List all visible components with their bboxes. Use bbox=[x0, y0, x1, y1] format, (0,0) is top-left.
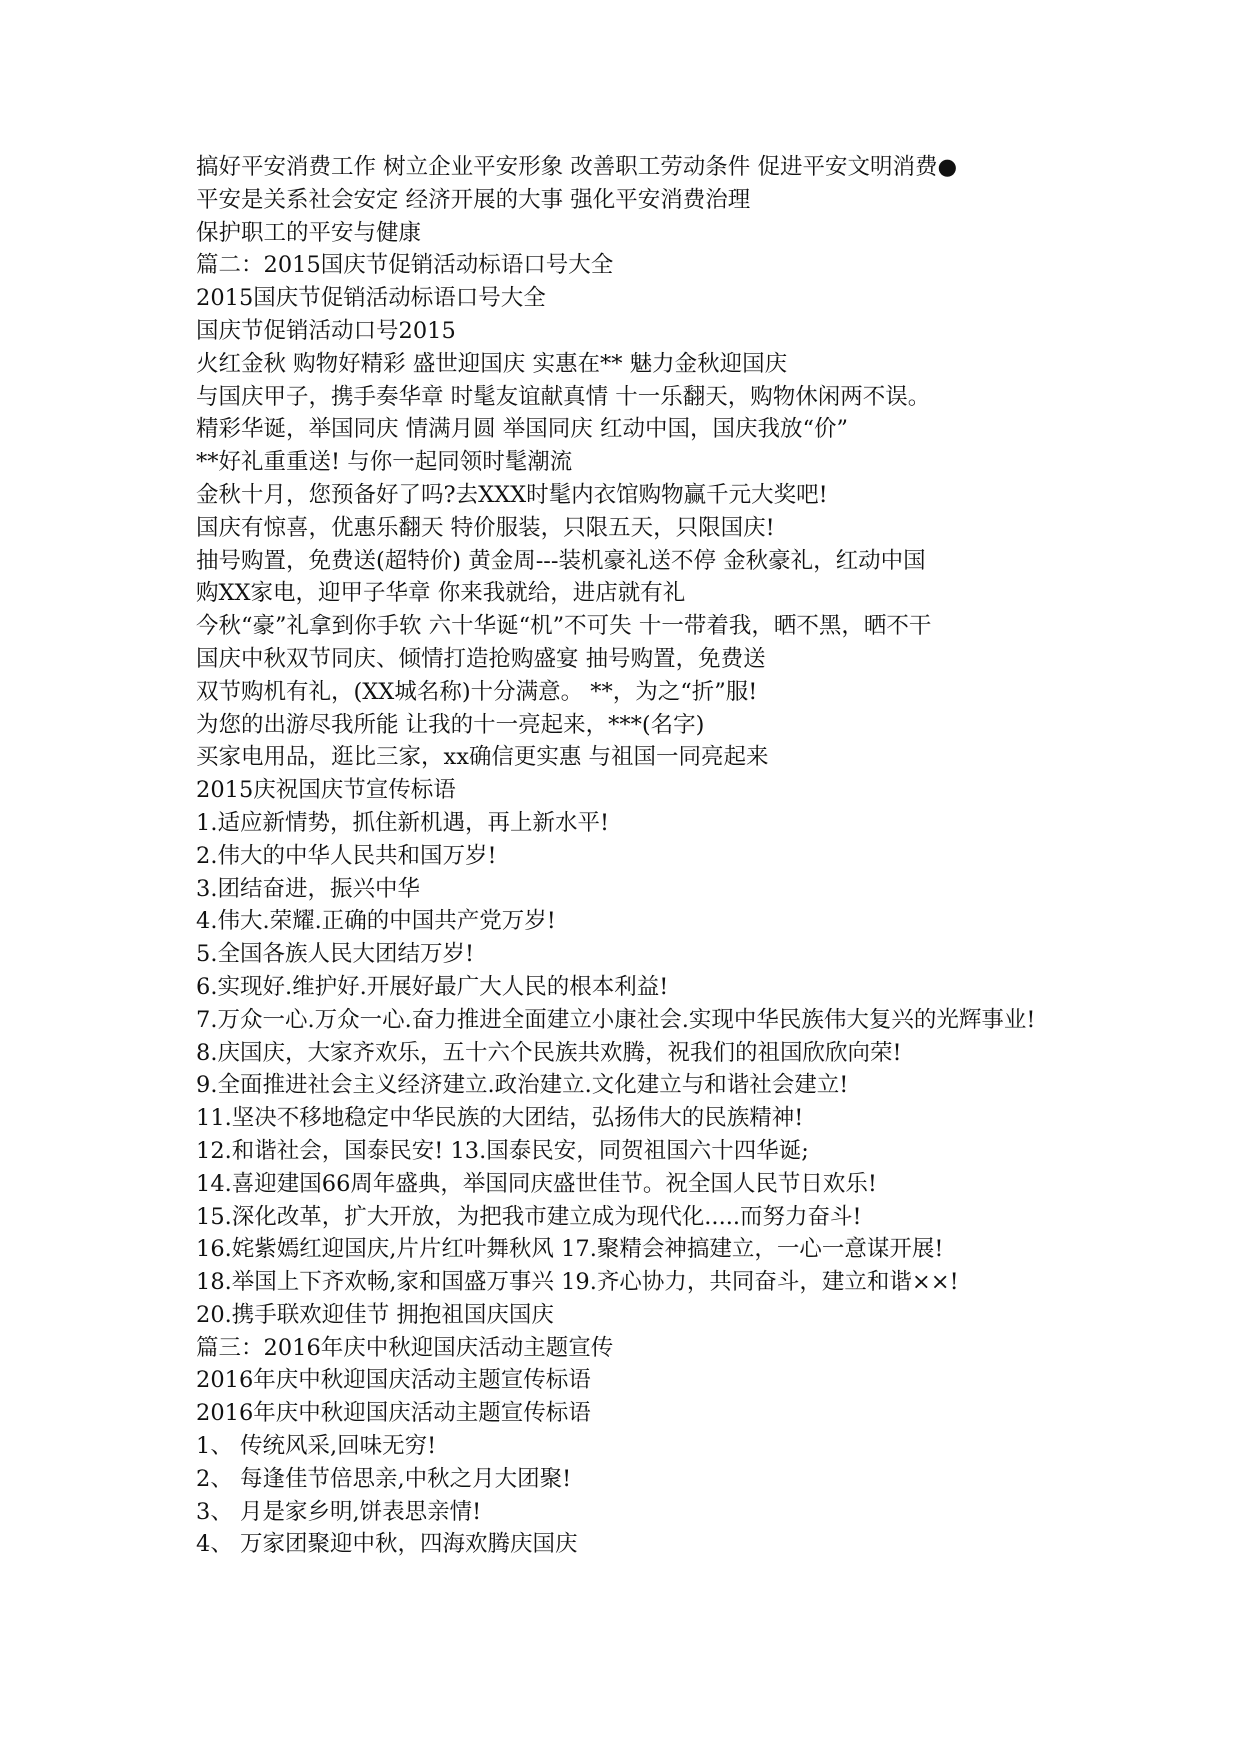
slogan-item-3: 3.团结奋进，振兴中华 bbox=[196, 875, 420, 902]
document-body bbox=[196, 151, 1046, 1561]
text-line-20: 2015庆祝国庆节宣传标语 bbox=[196, 777, 456, 804]
text-line-15: 今秋“豪”礼拿到你手软 六十华诞“机”不可失 十一带着我，晒不黑，晒不干 bbox=[196, 613, 932, 640]
section-heading-2: 篇二：2015国庆节促销活动标语口号大全 bbox=[196, 252, 614, 279]
text-line-38: 2016年庆中秋迎国庆活动主题宣传标语 bbox=[196, 1367, 591, 1394]
text-line-13: 抽号购置，免费送(超特价) 黄金周---装机豪礼送不停 金秋豪礼，红动中国 bbox=[196, 547, 926, 574]
slogan-item-1: 1.适应新情势，抓住新机遇，再上新水平! bbox=[196, 809, 610, 836]
slogan-item-11: 11.坚决不移地稳定中华民族的大团结，弘扬伟大的民族精神! bbox=[196, 1105, 804, 1132]
slogan-item-18-19: 18.举国上下齐欢畅,家和国盛万事兴 19.齐心协力，共同奋斗，建立和谐××! bbox=[196, 1269, 959, 1296]
slogan-item-8: 8.庆国庆，大家齐欢乐，五十六个民族共欢腾，祝我们的祖国欣欣向荣! bbox=[196, 1039, 902, 1066]
text-line-8: 与国庆甲子，携手奏华章 时髦友谊献真情 十一乐翻天，购物休闲两不误。 bbox=[196, 383, 931, 410]
text-line-39: 2016年庆中秋迎国庆活动主题宣传标语 bbox=[196, 1400, 591, 1427]
slogan-item-14: 14.喜迎建国66周年盛典，举国同庆盛世佳节。祝全国人民节日欢乐! bbox=[196, 1170, 877, 1197]
text-line-5: 2015国庆节促销活动标语口号大全 bbox=[196, 285, 546, 312]
text-line-1: 搞好平安消费工作 树立企业平安形象 改善职工劳动条件 促进平安文明消费● bbox=[196, 154, 958, 180]
text-line-17: 双节购机有礼，(XX城名称)十分满意。 **，为之“折”服! bbox=[196, 678, 758, 705]
text-line-12: 国庆有惊喜，优惠乐翻天 特价服装，只限五天，只限国庆! bbox=[196, 514, 775, 541]
text-line-11: 金秋十月，您预备好了吗?去XXX时髦内衣馆购物赢千元大奖吧! bbox=[196, 481, 828, 508]
slogan-item-20: 20.携手联欢迎佳节 拥抱祖国庆国庆 bbox=[196, 1301, 554, 1328]
text-line-16: 国庆中秋双节同庆、倾情打造抢购盛宴 抽号购置，免费送 bbox=[196, 645, 766, 672]
text-line-10: **好礼重重送! 与你一起同领时髦潮流 bbox=[196, 449, 573, 476]
text-line-14: 购XX家电，迎甲子华章 你来我就给，进店就有礼 bbox=[196, 580, 686, 607]
section-heading-3: 篇三：2016年庆中秋迎国庆活动主题宣传 bbox=[196, 1334, 614, 1361]
slogan-item-6: 6.实现好.维护好.开展好最广大人民的根本利益! bbox=[196, 973, 669, 1000]
text-line-18: 为您的出游尽我所能 让我的十一亮起来，***(名字) bbox=[196, 711, 705, 738]
slogan-item-5: 5.全国各族人民大团结万岁! bbox=[196, 941, 475, 968]
text-line-3: 保护职工的平安与健康 bbox=[196, 219, 422, 246]
slogan-item-16-17: 16.姹紫嫣红迎国庆,片片红叶舞秋风 17.聚精会神搞建立，一心一意谋开展! bbox=[196, 1236, 944, 1263]
slogan-item-4: 4.伟大.荣耀.正确的中国共产党万岁! bbox=[196, 908, 556, 935]
text-line-6: 国庆节促销活动口号2015 bbox=[196, 317, 456, 344]
slogan-item-15: 15.深化改革，扩大开放，为把我市建立成为现代化.....而努力奋斗! bbox=[196, 1203, 862, 1230]
text-line-2: 平安是关系社会安定 经济开展的大事 强化平安消费治理 bbox=[196, 186, 751, 213]
text-line-9: 精彩华诞，举国同庆 情满月圆 举国同庆 红动中国，国庆我放“价” bbox=[196, 416, 848, 443]
text-line-19: 买家电用品，逛比三家，xx确信更实惠 与祖国一同亮起来 bbox=[196, 744, 769, 771]
slogan-item-7: 7.万众一心.万众一心.奋力推进全面建立小康社会.实现中华民族伟大复兴的光辉事业! bbox=[196, 1006, 1036, 1033]
slogan-item-12-13: 12.和谐社会，国泰民安! 13.国泰民安，同贺祖国六十四华诞; bbox=[196, 1137, 809, 1164]
list-item-4: 4、 万家团聚迎中秋，四海欢腾庆国庆 bbox=[196, 1531, 578, 1558]
list-item-1: 1、 传统风采,回味无穷! bbox=[196, 1433, 437, 1460]
text-line-7: 火红金秋 购物好精彩 盛世迎国庆 实惠在** 魅力金秋迎国庆 bbox=[196, 350, 788, 377]
slogan-item-2: 2.伟大的中华人民共和国万岁! bbox=[196, 842, 497, 869]
list-item-2: 2、 每逢佳节倍思亲,中秋之月大团聚! bbox=[196, 1465, 572, 1492]
list-item-3: 3、 月是家乡明,饼表思亲情! bbox=[196, 1498, 482, 1525]
slogan-item-9: 9.全面推进社会主义经济建立.政治建立.文化建立与和谐社会建立! bbox=[196, 1072, 849, 1099]
